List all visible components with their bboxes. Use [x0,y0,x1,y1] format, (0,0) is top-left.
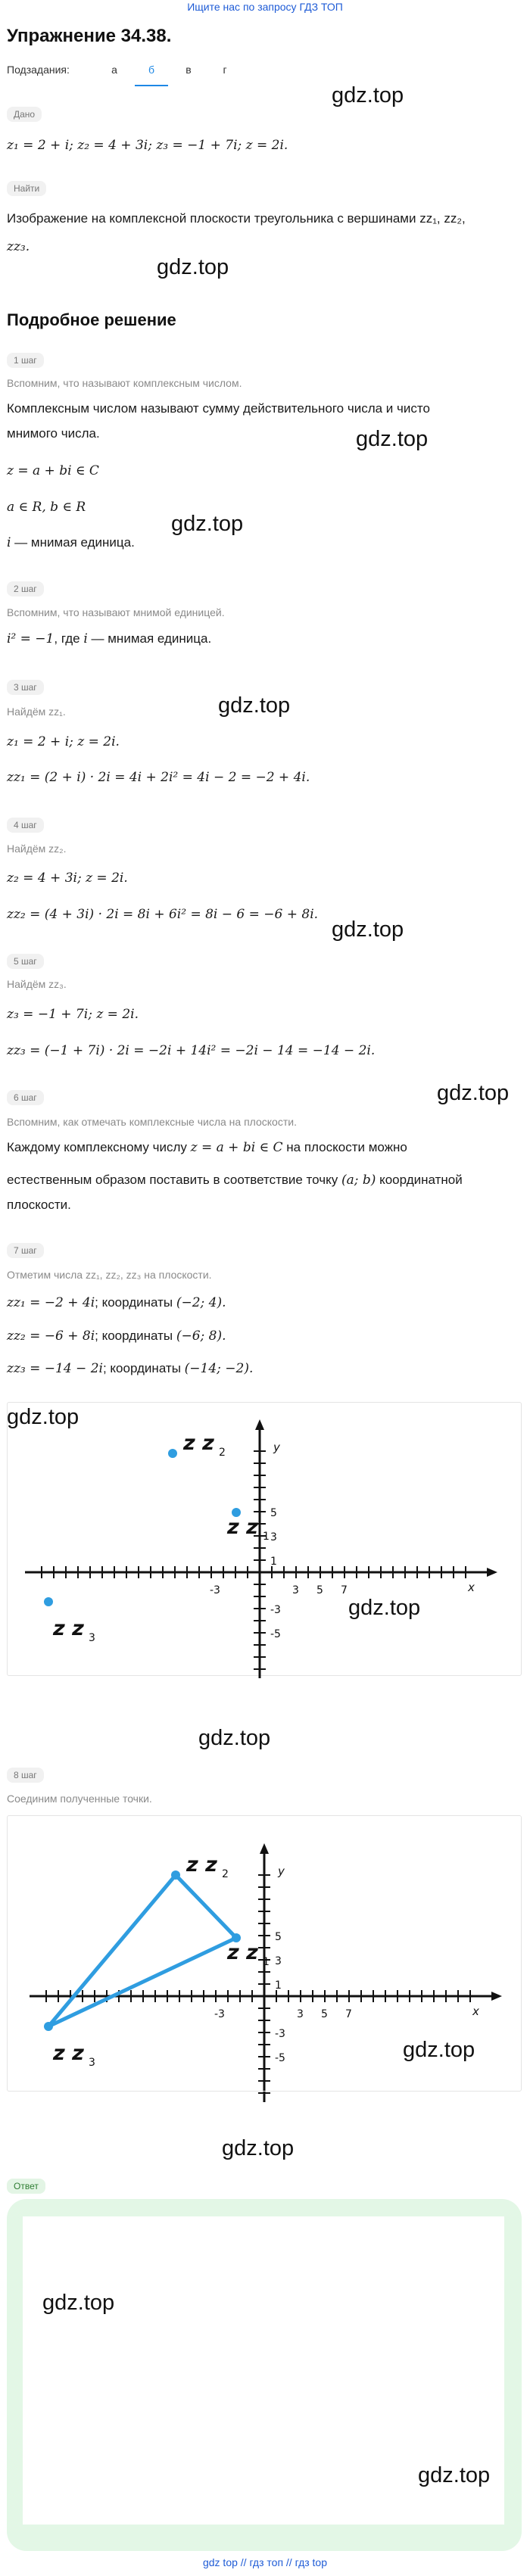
step-math: z₂ = 4 + 3i; z = 2i. [7,871,128,886]
watermark: gdz.top [418,2463,491,2487]
step-hint: Найдём zz₂. [7,843,67,855]
step-text-part: координатной [376,1173,463,1187]
label-zz3-sub: 3 [89,1632,95,1644]
step-text: Комплексным числом называют сумму действительного числа и чисто [7,401,430,416]
label-zz1-letters: z z [227,1515,258,1539]
solution-heading: Подробное решение [7,310,176,329]
label-zz2-sub: 2 [219,1447,226,1459]
point-zz2 [168,1449,177,1458]
step-math: zz₂ = −6 + 8i [7,1328,95,1344]
step-hint: Найдём zz₃. [7,978,67,990]
step-math: (a; b) [341,1173,376,1188]
step-math: (−6; 8). [176,1328,226,1344]
y-tick-label: -5 [275,2052,285,2064]
y-tick-label: 3 [270,1531,277,1543]
step-hint: Вспомним, как отмечать комплексные числа на плоскости. [7,1116,297,1128]
watermark: gdz.top [332,83,404,107]
watermark: gdz.top [437,1081,510,1105]
step-math: z₁ = 2 + i; z = 2i. [7,734,120,749]
tab-b[interactable]: б [148,64,155,76]
step-hint: Вспомним, что называют мнимой единицей. [7,606,225,618]
label-zz1-sub: 1 [263,1531,270,1543]
step-hint: Отметим числа zz₁, zz₂, zz₃ на плоскости. [7,1269,212,1281]
step-text-part: ; координаты [95,1295,176,1310]
y-tick-label: 1 [275,1980,282,1992]
step-math: (−2; 4). [176,1295,226,1310]
y-tick-label: -3 [275,2028,285,2040]
y-axis-label: y [278,1864,285,1878]
step-math: zz₁ = (2 + i) · 2i = 4i + 2i² = 4i − 2 = −2 + 4i. [7,770,310,785]
label-zz2-sub: 2 [222,1868,229,1880]
step-text: плоскости. [7,1198,71,1212]
watermark: gdz.top [222,2136,295,2160]
footer-links[interactable]: gdz top // гдз топ // гдз top [202,2556,328,2568]
tab-v[interactable]: в [186,64,192,76]
x-tick-label: -3 [214,2008,225,2020]
x-axis-arrow [487,1568,497,1577]
step-text-part: ; координаты [95,1328,176,1343]
label-zz3-sub: 3 [89,2057,95,2069]
x-tick-label: 3 [292,1584,299,1596]
step-hint: Вспомним, что называют комплексным числом. [7,377,242,389]
step-math: zz₁ = −2 + 4i [7,1295,95,1310]
step-math: a ∈ R, b ∈ R [7,500,86,515]
step-pill: 3 шаг [7,680,44,695]
imaginary-unit: i [83,631,88,646]
step-text-part: естественным образом поставить в соответствие точку [7,1173,341,1187]
x-tick-label: 3 [297,2008,304,2020]
label-zz1-sub: 1 [263,1956,270,1968]
y-tick-label: -5 [270,1628,281,1640]
y-axis-label: y [273,1441,280,1454]
label-zz1-letters: z z [227,1941,258,1964]
y-tick-label: 1 [270,1556,277,1568]
find-pill: Найти [7,181,46,196]
x-tick-label: 7 [341,1584,348,1596]
step-text-rest: — мнимая единица. [87,631,212,646]
y-tick-label: -3 [270,1604,281,1616]
step-math: z = a + bi ∈ C [7,463,99,478]
y-tick-label: 3 [275,1955,282,1967]
step-math: zz₃ = −14 − 2i [7,1361,103,1376]
page-title: Упражнение 34.38. [7,26,172,46]
find-line-2: zz₃. [7,239,30,254]
watermark: gdz.top [171,512,244,536]
x-tick-label: -3 [210,1584,220,1596]
imaginary-unit: i [7,535,11,550]
answer-pill: Ответ [7,2179,45,2194]
step-pill: 8 шаг [7,1768,44,1783]
step-hint: Найдём zz₁. [7,706,66,718]
label-zz2-letters: z z [183,1431,214,1455]
label-zz2-letters: z z [186,1853,217,1877]
label-zz3-letters: z z [53,1617,84,1640]
step-pill: 5 шаг [7,954,44,969]
y-tick-label: 5 [275,1931,282,1943]
x-tick-label: 5 [321,2008,328,2020]
x-axis-label: x [468,1581,475,1594]
step-text-part: на плоскости можно [282,1140,407,1154]
tab-g[interactable]: г [223,64,227,76]
step-text-part: ; координаты [102,1361,185,1375]
watermark: gdz.top [403,2038,475,2062]
step-math: z₃ = −1 + 7i; z = 2i. [7,1007,139,1022]
tab-a[interactable]: а [111,64,117,76]
subtabs-label: Подзадания: [7,64,70,76]
watermark: gdz.top [198,1726,271,1750]
step-text: мнимого числа. [7,426,100,441]
watermark: gdz.top [348,1596,421,1620]
watermark: gdz.top [332,917,404,942]
step-text-rest: , где [54,631,84,646]
step-pill: 7 шаг [7,1243,44,1258]
step-math: i² = −1 [7,631,55,646]
point-zz3 [44,1597,53,1606]
step-math: zz₃ = (−1 + 7i) · 2i = −2i + 14i² = −2i − 14 = −14 − 2i. [7,1043,376,1058]
step-math: (−14; −2). [184,1361,254,1376]
watermark: gdz.top [356,427,429,451]
step-math: z = a + bi ∈ C [190,1140,283,1155]
step-pill: 4 шаг [7,818,44,833]
given-math: z₁ = 2 + i; z₂ = 4 + 3i; z₃ = −1 + 7i; z = 2i. [7,138,288,153]
step-text-part: Каждому комплексному числу [7,1140,191,1154]
step-hint: Соединим полученные точки. [7,1793,152,1805]
x-axis-label: x [472,2004,479,2018]
x-tick-label: 5 [316,1584,323,1596]
watermark: gdz.top [42,2291,115,2315]
watermark: gdz.top [218,693,291,718]
x-tick-label: 7 [345,2008,352,2020]
watermark: gdz.top [7,1405,80,1429]
search-promo-link[interactable]: Ищите нас по запросу ГДЗ ТОП [187,1,343,13]
find-line-1: Изображение на комплексной плоскости треугольника с вершинами zz₁, zz₂, [7,211,466,226]
given-pill: Дано [7,107,42,122]
step-pill: 6 шаг [7,1090,44,1105]
step-text-rest: — мнимая единица. [11,535,135,550]
watermark: gdz.top [157,255,229,279]
step-pill: 2 шаг [7,581,44,596]
y-tick-label: 5 [270,1507,277,1519]
y-axis-arrow [255,1419,264,1430]
step-math: zz₂ = (4 + 3i) · 2i = 8i + 6i² = 8i − 6 = −6 + 8i. [7,907,319,922]
step-pill: 1 шаг [7,353,44,368]
label-zz3-letters: z z [53,2042,84,2065]
